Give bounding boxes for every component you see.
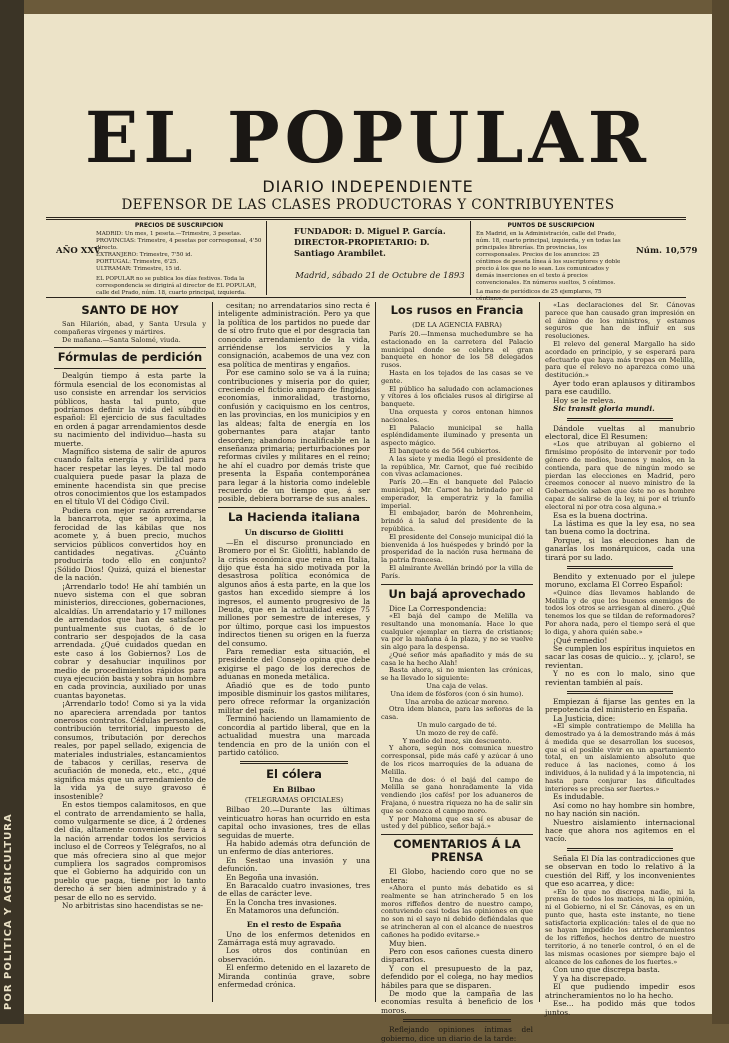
- subscription-points: [476, 222, 626, 302]
- paragraph: Es indudable.: [553, 792, 605, 802]
- paragraph: ¿Qué señor más apañadito y más de su casa le ha hecho Alah!: [381, 650, 533, 667]
- year-label: AÑO XXV: [56, 246, 101, 256]
- section-rule: [567, 848, 673, 851]
- paragraph: Nuestro aislamiento internacional hace que ahora nos agitemos en el vacío.: [545, 817, 695, 844]
- paragraph: ¡Arrendarlo todo! Como si ya la vida no apareciera arrendada por tantos onerosos contratos. Cédulas personales, contribución territorial, impuesto de consumos, tributación por derechos reales, por papel sellado, exigencia de materiales industriales, estancamientos de tabacos y cerillas, reserva de acuñación de moneda, etc., etc., ¿qué significa más que un arrendamiento de la vida ya de suyo gravoso é insostenible?: [54, 699, 206, 801]
- paragraph: El banquete es de 564 cubiertos.: [389, 446, 501, 455]
- paragraph: En la Concha tres invasiones.: [226, 897, 337, 907]
- adjacent-page-text: POR POLITICA Y AGRICULTURA: [3, 813, 14, 1010]
- column-2: [218, 302, 370, 1002]
- column-divider-3: [539, 302, 540, 1002]
- section-rule: [403, 1019, 511, 1022]
- section-rule: [381, 584, 533, 585]
- paragraph: «El bajá del campo de Melilla va resultando una monomanía. Hace lo que cualquier ejemplar en tierra de cristianos; va por la mañana á la plaza, y no se vuelve sin algo para la despensa.: [381, 611, 533, 652]
- paragraph: El Palacio municipal se halla espléndidamente iluminado y presenta un aspecto mágico.: [381, 423, 533, 448]
- section-rule: [567, 566, 673, 569]
- paragraph: Esa es la buena doctrina.: [553, 510, 648, 520]
- paragraph: Pero con esos cañones cuesta dinero dispararlos.: [381, 947, 533, 965]
- article-title: COMENTARIOS Á LA PRENSA: [393, 837, 521, 865]
- header-divider-left: [266, 221, 267, 295]
- paragraph: Bilbao 20.—Durante las últimas veinticuatro horas han ocurrido en esta capital ocho invasiones, tres de ellas seguidas de muerte.: [218, 805, 370, 840]
- paragraph: Dice La Correspondencia:: [389, 603, 487, 613]
- price-line: PROVINCIAS: Trimestre, 4 pesetas por corresponsal, 4'50 directo.: [96, 238, 262, 251]
- paragraph: ¡Qué remedio!: [553, 635, 608, 645]
- article-title: Fórmulas de perdición: [57, 350, 203, 365]
- paragraph: La Justicia, dice:: [553, 713, 616, 723]
- paragraph: Añadió que es de todo punto imposible disminuir los gastos militares, pero ofrece reformar la organización militar del país.: [218, 680, 370, 715]
- paragraph: La lástima es que la ley esa, no sea tan buena como la doctrina.: [545, 518, 695, 537]
- founder-line: FUNDADOR: D. Miguel P. García.: [294, 226, 446, 236]
- paragraph: París 20.—Inmensa muchedumbre se ha estacionado en la carretera del Palacio municipal donde se celebra el gran banquete en honor de los 58 delegados rusos.: [381, 330, 533, 370]
- paragraph: El público ha saludado con aclamaciones y vítores á los oficiales rusos al dirigirse al banquete.: [381, 384, 533, 409]
- paragraph: Empiezan á fijarse las gentes en la prepotencia del ministerio en España.: [545, 697, 695, 715]
- column-divider-2: [375, 302, 376, 1002]
- paragraph: Y ya ha discrepado.: [553, 973, 627, 983]
- column-1: [54, 302, 206, 1002]
- paragraph: Señala El Día las contradicciones que se observan en todo lo relativo á la cuestión del Riff, y los inconvenientes que eso acarrea, y dice:: [545, 853, 695, 889]
- list-line: Y medio del moz, sin descuento.: [402, 736, 512, 745]
- paragraph: Magnífico sistema de salir de apuros cuando falta energía y virilidad para hacer respetar las leyes. De tal modo cualquiera puede pasar la plaza de eminente hacendista sin que precise otros conocimientos que los estampados en el título VI del Código Civil.: [54, 447, 206, 507]
- paragraph: En estos tiempos calamitosos, en que el contrato de arrendamiento se halla, como vulgarmente se dice, á 2 órdenes del día, altamente conveniente fuera á la nación arrendar todos los servicios incluso el de Correos y Telégrafos, no al que más ofreciera sino al que mejor cumpliera los sagrados compromisos que el Gobierno ha adquirido con un pueblo que paga, tiene por lo tanto derecho á ser bien administrado y á pesar de ello no es servido.: [54, 800, 206, 902]
- column-4: [545, 301, 695, 1017]
- paragraph: Ayer todo eran aplausos y ditirambos para ese caudillo.: [545, 378, 695, 397]
- paragraph: El almirante Avellán brindó por la villa de París.: [381, 563, 533, 580]
- paragraph: Los otros dos continúan en observación.: [218, 946, 370, 964]
- paragraph: Bendito y extenuado por el julepe moruno, exclama El Correo Español:: [545, 572, 695, 590]
- paragraph: Y por Mahoma que esa sí es abusar de usted y del público, señor bajá.»: [381, 814, 533, 831]
- paragraph: No arbitristas sino hacendistas se ne-: [62, 900, 204, 910]
- paragraph: El enfermo detenido en el lazareto de Miranda continúa grave, sobre enfermedad crónica.: [218, 963, 370, 990]
- article-title: El cólera: [266, 767, 322, 782]
- masthead-title: EL POPULAR: [85, 96, 651, 179]
- paragraph: «Los que atribuyan al gobierno el firmísimo propósito de intervenir por todo género de medios, buenos y malos, en la contienda, para que de ningún modo se pierdan las elecciones en Madrid, pero creemos conocer al nuevo ministro de la Gobernación saben que éste no es hombre capaz de salirse de la ley, ni por el triunfo electoral ni por otra cosa alguna.»: [545, 440, 695, 511]
- price-line: EXTRANJERO: Trimestre, 7'50 id.: [96, 252, 193, 258]
- points-text: En Madrid, en la Administración, calle del Prado, núm. 18, cuarto principal, izquierda, y en todas las principales librerías. En provincias, los corresponsales. Precios de los anuncios: 25 céntimos de peseta línea á los suscriptores y doble precio á los que no lo sean. Los comunicados y demás inserciones en el texto á precios convencionales. En números sueltos, 5 céntimos.: [476, 231, 621, 286]
- paragraph: Por ese camino solo se va á la ruina; contribuciones y miseria por do quier, creciendo el ficticio amparo de fingidas economías, inmoralidad, trastorno, confusión y caciquismo en los centros, en las provincias, en los municipios y en las aldeas; falta de energía en los gobernantes para atajar tanto desorden; abandono incalificable en la enseñanza primaria; perturbaciones por reformas civiles y militares en el reino; he ahí el cuadro por demás triste que presenta la España contemporánea para legar á la historia como indeleble recuerdo de un tiempo que, á ser posible, debiera borrarse de sus anales.: [218, 368, 370, 504]
- subheading-note: (TELEGRAMAS OFICIALES): [244, 796, 344, 805]
- binding-spine: [0, 0, 24, 1024]
- scanner-edge: [712, 0, 729, 1024]
- paragraph: Uno de los enfermos detenidos en Zamárraga está muy agravado.: [218, 929, 370, 947]
- article-title: La Hacienda italiana: [227, 509, 360, 524]
- paragraph: Y ahora, según nos comunica nuestro corresponsal, pide más café y azúcar á uno de los ricos marroquíes de la aduana de Melilla.: [381, 744, 533, 776]
- santo-text: San Hilarión, abad, y Santa Ursula y compañeras vírgenes y mártires.: [54, 320, 206, 336]
- paragraph: cesitan; no arrendatarios sino recta é inteligente administración. Pero ya que la política de los partidos no puede dar de sí otro fruto que el por desgracia tan conocido arrendamiento de la vida, arriéndense los servicios y la consignación, acabemos de una vez con esa política de mentiras y engaños.: [218, 301, 370, 369]
- paragraph: Pudiera con mejor razón arrendarse la bancarrota, que se aproxima, la ferocidad de las kábilas que nos acomete y, á buen precio, muchos servicios públicos convertidos hoy en cantidades negativas. ¿Cuánto produciría todo ello en conjunto? ¡Sólido Dios! Quizá, quizá el bienestar de la nación.: [54, 505, 206, 583]
- list-line: Un mozo de rey de café.: [415, 728, 499, 737]
- paragraph: En Sestao una invasión y una defunción.: [218, 855, 370, 874]
- subscription-prices: [96, 222, 262, 296]
- paragraph: Dándole vueltas al manubrio electoral, dice El Resumen:: [545, 423, 695, 441]
- paragraph: El relevo del general Margallo ha sido acordado en principio, y se esperará para efectuarlo que haya más tropas en Melilla, para que el relevo no aparezca como una destitución.»: [545, 339, 695, 380]
- column-divider-1: [212, 302, 213, 1002]
- paragraph: Y no es con lo malo, sino que revientan también al país.: [545, 669, 695, 687]
- issue-date: Madrid, sábado 21 de Octubre de 1893: [295, 271, 465, 281]
- paragraph: Terminó haciendo un llamamiento de concordia al partido liberal, que en la actualidad muestra una marcada tendencia en pro de la unión con el partido católico.: [218, 714, 370, 757]
- paragraph: ¡Arrendarlo todo! He ahí también un nuevo sistema con el que sobran ministerios, direcciones, gobernaciones, alcaldías. Un arrendatario y 17 millones de arrendados que han de satisfacer puntualmente sus cuotas, ó de lo contrario ser despojados de la casa arrendada. ¿Qué cuidados quedan en este caso á los Gobiernos? Los de cobrar y desahuciar inquilinos por medio de procedimientos rápidos para cuya ejecución basta y sobra un hombre en cada provincia, auxiliado por unas cuantas bayonetas.: [54, 581, 206, 700]
- price-line: MADRID: Un mes, 1 peseta.—Trimestre, 3 pesetas.: [96, 231, 242, 237]
- subheading: Un discurso de Giolitti: [244, 527, 344, 537]
- print-run-note: La mano de periódicos de 25 ejemplares, 75 céntimos.: [476, 289, 602, 302]
- prices-heading: PRECIOS DE SUSCRIPCION: [134, 222, 224, 229]
- subheading: En el resto de España: [246, 919, 342, 929]
- list-line: Una arroba de azúcar moreno.: [405, 697, 509, 706]
- paragraph: «El simple contratiempo de Melilla ha demostrado ya á la demostrando más á más á medida que se desarrollan los sucesos, que si el posible vivir en un apartamiento total, en un aislamiento absoluto que reduce á las naciones, como á los individuos, á la nulidad y á la impotencia, ni hasta para conjurar las dificultades interiores se precisa ser fuertes.»: [545, 722, 695, 793]
- subheading: En Bilbao: [272, 785, 316, 795]
- paragraph: «Ahora el punto más debatido es si realmente se han atrincherado 5 en los moros riffeños dentro de nuestro campo, contuviendo casi todas las opiniones en que no son ni el sayo ni debido defiéndalas que se atrincheran al con el alcance de nuestros cañones ha podido evitarse.»: [381, 884, 533, 939]
- header-top-rule: [46, 217, 686, 218]
- paragraph: Hoy se le releva.: [553, 395, 616, 405]
- list-line: Una idem de fósforos (con ó sin humo).: [390, 689, 524, 698]
- paragraph: «Las declaraciones del Sr. Cánovas parece que han causado gran impresión en el ánimo de los ministros, y estamos seguros que han de influir en sus resoluciones.: [545, 301, 695, 341]
- list-line: Un mulo cargado de té.: [417, 721, 497, 730]
- paragraph: «Quince días llevamos hablando de Melilla y de que los buenos enemigos de todos los otros se arriesgan al dinero. ¿Qué tenemos los que se tildan de reformadores? Por ahora nada, pero el tiempo será el que lo diga, y ahora quién sabe.»: [545, 588, 695, 636]
- section-rule: [218, 507, 370, 508]
- paragraph: Reflejando opiniones íntimas del gobierno, dice un diario de la tarde:: [381, 1025, 533, 1043]
- price-line: ULTRAMAR: Trimestre, 15 id.: [96, 266, 182, 272]
- paragraph: Ha habido además otra defunción de un enfermo de días anteriores.: [218, 838, 370, 857]
- section-rule: [381, 834, 533, 835]
- list-line: Una caja de velas.: [426, 682, 488, 691]
- paragraph: Para remediar esta situación, el presidente del Consejo opina que debe exigirse el pago de los derechos de aduanas en moneda metálica.: [218, 647, 370, 682]
- list-line: Otra idem blanca, para las señoras de la casa.: [381, 705, 533, 722]
- section-rule: [54, 368, 206, 369]
- header-top-rule-2: [46, 219, 686, 220]
- points-heading: PUNTOS DE SUSCRIPCION: [507, 222, 595, 229]
- paragraph: Una orquesta y coros entonan himnos nacionales.: [381, 407, 533, 424]
- section-rule: [54, 347, 206, 348]
- paragraph: «En lo que no discrepa nadie, ni la prensa de todos los matices, ni la opinión, ni el Gobierno, ni el Sr. Cánovas, es en un punto que, hasta este instante, no tiene satisfactoria explicación: tales el de que no se hayan impedido los atrincheramientos de los riffeños, hechos dentro de nuestro territorio, á no tenerle control, ó en el de las mismas ocasiones por siempre bajo el alcance de los cañones de los fuertes.»: [545, 887, 695, 966]
- paragraph: Sic transit gloria mundi.: [553, 404, 655, 414]
- section-rule: [567, 691, 673, 694]
- masthead-subtitle: DIARIO INDEPENDIENTE: [262, 177, 474, 196]
- paragraph: El Globo, haciendo coro que no se entera:: [381, 867, 533, 885]
- paragraph: El presidente del Consejo municipal dió la bienvenida á los huéspedes y brindó por la prosperidad de la nación rusa hermana de la patria francesa.: [381, 532, 533, 565]
- header-divider-right: [470, 221, 471, 295]
- paragraph: En Matamoros una defunción.: [226, 906, 340, 916]
- founders-box: [294, 226, 466, 259]
- column-3: [381, 302, 533, 1043]
- publication-note: EL POPULAR no se publica los días festivos. Toda la correspondencia se dirigirá al director de EL POPULAR, calle del Prado, núm. 18, cuarto principal, izquierda.: [96, 276, 257, 296]
- paragraph: El que pudiendo impedir esos atrincheramientos no lo ha hecho.: [545, 982, 695, 1000]
- masthead-tagline: DEFENSOR DE LAS CLASES PRODUCTORAS Y CONTRIBUYENTES: [121, 197, 615, 213]
- paragraph: De modo que la campaña de las economías resulta á beneficio de los moros.: [381, 989, 533, 1015]
- paragraph: A las siete y media llegó el presidente de la república, Mr. Carnot, que fué recibido con vivas aclamaciones.: [381, 454, 533, 479]
- paragraph: Porque, si las elecciones han de ganarlas los monárquicos, cada una tirará por su lado.: [545, 535, 695, 562]
- paragraph: —En el discurso pronunciado en Bromero por el Sr. Giolitti, hablando de la crisis económica que reina en Italia, dijo que ésta ha sido motivada por la desastrosa política económica de algunos años á esta parte, en la que los gastos han excedido siempre á los ingresos, el aumento progresivo de la Deuda, que en la actualidad exige 75 millones por semestre de intereses, y por último, porque casi los impuestos indirectos tienen su origen en la fuerza del consumo.: [218, 537, 370, 648]
- article-title: Un bajá aprovechado: [388, 586, 526, 601]
- paragraph: Con uno que discrepa basta.: [553, 965, 660, 975]
- director-line: DIRECTOR-PROPIETARIO: D. Santiago Arambilet.: [294, 237, 430, 258]
- santo-heading: SANTO DE HOY: [81, 303, 179, 317]
- paragraph: El embajador, barón de Mohrenheim, brindó á la salud del presidente de la república.: [381, 509, 533, 533]
- paragraph: Muy bien.: [389, 938, 427, 948]
- paragraph: Ese... ha podido más que todos juntos.: [545, 999, 695, 1017]
- paragraph: París 20.—En el banquete del Palacio municipal, Mr. Carnot ha brindado por el emperador, la emperatriz y la familia imperial.: [381, 478, 533, 510]
- paragraph: Y con el presupuesto de la paz, defendido por el colega, no hay medios hábiles para que se disparen.: [381, 963, 533, 990]
- paragraph: Se cumplen los espíritus inquietos en sacar las cosas de quicio... y, ¡claro!, se revientan.: [545, 644, 695, 670]
- paragraph: En Begoña una invasión.: [226, 872, 319, 882]
- article-title: Los rusos en Francia: [390, 303, 524, 317]
- agency-line: (DE LA AGENCIA FABRA): [412, 321, 502, 329]
- paragraph: Así como no hay hombre sin hombre, no hay nación sin nación.: [545, 800, 695, 819]
- price-line: PORTUGAL: Trimestre, 6'25.: [96, 259, 179, 265]
- paragraph: En Baracaldo cuatro invasiones, tres de ellas de carácter leve.: [218, 880, 370, 899]
- paragraph: Una de dos: ó el bajá del campo de Melilla se gana honradamente la vida vendiendo ¡los cafés! por los aduaneros de Frajana, ó nuestra riqueza no ha de salir sin que se conozca el campo moro.: [381, 775, 533, 815]
- section-rule: [240, 761, 348, 764]
- paragraph: Basta ahora, si no mienten las crónicas, se ha llevado lo siguiente:: [381, 666, 533, 683]
- santo-manana: De mañana.—Santa Salomé, viuda.: [62, 335, 181, 344]
- paragraph: Hasta en los tejados de las casas se ve gente.: [381, 368, 533, 385]
- newspaper-page: [24, 14, 712, 1043]
- section-rule: [567, 418, 673, 421]
- issue-number: Núm. 10,579: [636, 246, 698, 256]
- paragraph: Dealgún tiempo á esta parte la fórmula esencial de los economistas al uso consiste en arrendar los servicios públicos, hasta tal punto, que podríamos definir la vida del súbdito español: El ejercicio de sus facultades en orden á pagar arrendamientos desde su nacimiento del individuo—hasta su muerte.: [54, 371, 206, 448]
